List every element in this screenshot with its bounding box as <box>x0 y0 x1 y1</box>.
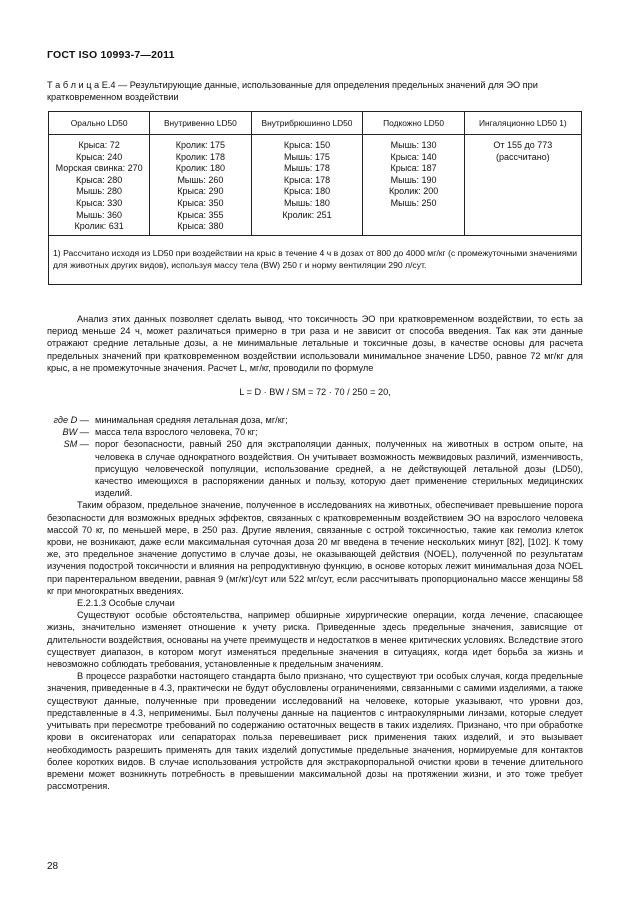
table-cell-value: Крыса: 280 <box>76 174 123 185</box>
table-cell-value: Крыса: 180 <box>283 186 331 197</box>
paragraph-conclusion: Таким образом, предельное значение, полученное в исследованиях на животных, обеспечивает превышение порога безопасности для возможных вредных эффектов, связанных с кратковременным воздействием ЭО на взрослого человека массой 70 кг, по меньшей мере, в 250 раз. Другие явления, связанные с острой токсичностью, такие как гемолиз клеток крови, не возникают, даже если максимальная суточная доза 20 мг введена в течение нескольких минут [82], [102]. К тому же, это предельное значение допустимо в случае дозы, не оказывающей действия (NOEL), полученной по результатам изучения подострой токсичности и влияния на репродуктивную функцию, в основе которых лежит минимальная доза NOEL при парентеральном введении, равная 9 (мг/кг)/сут или 522 мг/сут, если рассчитывать пропорционально массе женщины 58 кг при многократных введениях. <box>47 500 583 596</box>
table-cell-value: Крыса: 380 <box>177 221 224 232</box>
definition-text: масса тела взрослого человека, 70 кг; <box>95 427 258 438</box>
page-number: 28 <box>47 861 59 872</box>
ld50-table <box>48 111 582 285</box>
definition-symbol: SM — <box>63 439 89 450</box>
formula-text: L = D · BW / SM = 72 · 70 / 250 = 20, <box>239 387 391 398</box>
table-cell-value: Мышь: 180 <box>284 197 330 208</box>
table-cell-value: Крыса: 330 <box>76 197 123 208</box>
table-cell-value: Крыса: 72 <box>78 140 120 150</box>
formula <box>47 374 583 414</box>
table-cell-value: Кролик: 180 <box>175 163 226 174</box>
table-cell-value: Крыса: 178 <box>283 174 331 185</box>
table-cell-value: Мышь: 280 <box>76 186 123 197</box>
paragraph-analysis: Анализ этих данных позволяет сделать вывод, что токсичность ЭО при кратковременном воздействии, то есть за период меньше 24 ч, может различаться примерно в три раза и не зависит от способа введения. Так как эти данные отражают средние летальные дозы, а не минимальные летальные и токсичные дозы, в качестве основы для расчета предельных значений при кратковременном воздействии использовали минимальное значение LD50, равное 72 мг/кг для крыс, а не промежуточные значения. Расчет L, мг/кг, проводили по формуле <box>47 314 583 373</box>
definition-text: минимальная средняя летальная доза, мг/кг; <box>95 415 288 426</box>
standard-header: ГОСТ ISO 10993-7—2011 <box>47 49 175 61</box>
table-cell-value: Крыса: 350 <box>177 197 224 208</box>
table-cell-value: Мышь: 175 <box>284 151 330 162</box>
table-cell-value: Кролик: 631 <box>74 221 124 232</box>
table-cell-value: Крыса: 140 <box>390 151 437 162</box>
definitions <box>47 414 583 499</box>
col-header-iv: Внутривенно LD50 <box>150 112 251 135</box>
table-cell-value: Мышь: 190 <box>390 174 437 185</box>
definition-item <box>47 426 583 438</box>
definition-text: порог безопасности, равный 250 для экстраполяции данных, полученных на животных в остром опыте, на человека в случае однократного воздействия. Он учитывает возможность межвидовых различий, изменчивость, присущую человеческой популяции, использование средней, а не действующей летальной дозы (LD50), качество имеющихся в распоряжении данных и пользу, которую дает применение стерильных медицинских изделий. <box>95 439 583 499</box>
col-header-inhal: Ингаляционно LD50 1) <box>464 112 581 135</box>
table-cell-value: Мышь: 130 <box>390 140 437 150</box>
table-cell-value: Мышь: 250 <box>390 197 437 208</box>
table-cell-value: Мышь: 360 <box>76 209 123 220</box>
cell-sc <box>363 135 464 236</box>
cell-oral <box>49 135 150 236</box>
col-header-ip: Внутрибрюшинно LD50 <box>251 112 363 135</box>
cell-inhal <box>464 135 581 236</box>
table-cell-value: Крыса: 290 <box>177 186 224 197</box>
definition-symbol: BW — <box>62 427 89 438</box>
col-header-sc: Подкожно LD50 <box>363 112 464 135</box>
table-cell-value: Мышь: 260 <box>177 174 224 185</box>
table-cell-value: Крыса: 355 <box>177 209 224 220</box>
definition-item <box>47 438 583 499</box>
definition-symbol: где D — <box>53 415 89 426</box>
table-footnote-row <box>49 236 582 285</box>
cell-ip <box>251 135 363 236</box>
cell-iv <box>150 135 251 236</box>
table-cell-value: Мышь: 178 <box>284 163 330 174</box>
section-heading: Е.2.1.3 Особые случаи <box>77 598 175 609</box>
table-cell-value: Кролик: 175 <box>175 140 226 150</box>
table-data-row <box>49 135 582 236</box>
paragraph-special-circumstances: Существуют особые обстоятельства, например обширные хирургические операции, когда лечение, спасающее жизнь, значительно изменяет отношение к учету риска. Приведенные здесь предельные значения, зависящие от длительности воздействия, основаны на учете преимуществ и недостатков в менее критических условиях. Вследствие этого существует диапазон, в котором могут изменяться предельные значения в ситуациях, когда идет борьба за жизнь и невозможно соблюдать требования, установленные к предельным значениям. <box>47 610 583 670</box>
col-header-oral: Орально LD50 <box>49 112 150 135</box>
table-cell-value: Крыса: 240 <box>76 151 123 162</box>
table-cell-value: Морская свинка: 270 <box>55 163 143 174</box>
table-caption: Т а б л и ц а Е.4 — Результирующие данные, использованные для определения предельных значений для ЭО при кратковременном воздействии <box>47 80 538 102</box>
paragraph-special-cases: В процессе разработки настоящего стандарта было признано, что существуют три особых случая, когда предельные значения, приведенные в 4.3, практически не будут обусловлены ограничениями, связанными с самими изделиями, а также существуют данные, полученные при проведении исследований на человеке, которые указывают, что уровни доз, представленные в 4.3, неприменимы. Был получены данные на пациентов с интраокулярными линзами, которые следует учитывать при пересмотре требований по содержанию остаточных веществ в таких изделиях. Признано, что при обработке крови в оксигенаторах или сепараторах польза перевешивает риск применения таких изделий, и это вызывает необходимость разрешить применять для таких изделий допустимые предельные значения, нормируемые для контактов более коротких видов. В случае использования устройств для экстракорпоральной очистки крови в течение длительного времени может возникнуть потребность в превышении максимальной дозы на протяжении жизни, и это тоже требует рассмотрения. <box>47 671 583 792</box>
definition-item <box>47 414 583 426</box>
table-cell-value: Кролик: 200 <box>388 186 439 197</box>
table-cell-value: Кролик: 178 <box>175 151 226 162</box>
body-text <box>47 313 583 792</box>
table-cell-value: (рассчитано) <box>496 151 550 162</box>
table-header-row <box>49 112 582 135</box>
table-cell-value: Крыса: 150 <box>283 140 331 150</box>
table-footnote: 1) Рассчитано исходя из LD50 при воздействии на крыс в течение 4 ч в дозах от 800 до 4000 мг/кг (с промежуточными значениями для животных других видов), используя массу тела (BW) 250 г и норму вентиляции 290 л/сут. <box>49 236 582 285</box>
table-cell-value: Кролик: 251 <box>282 209 332 220</box>
table-cell-value: От 155 до 773 <box>493 140 553 150</box>
table-cell-value: Крыса: 187 <box>390 163 437 174</box>
